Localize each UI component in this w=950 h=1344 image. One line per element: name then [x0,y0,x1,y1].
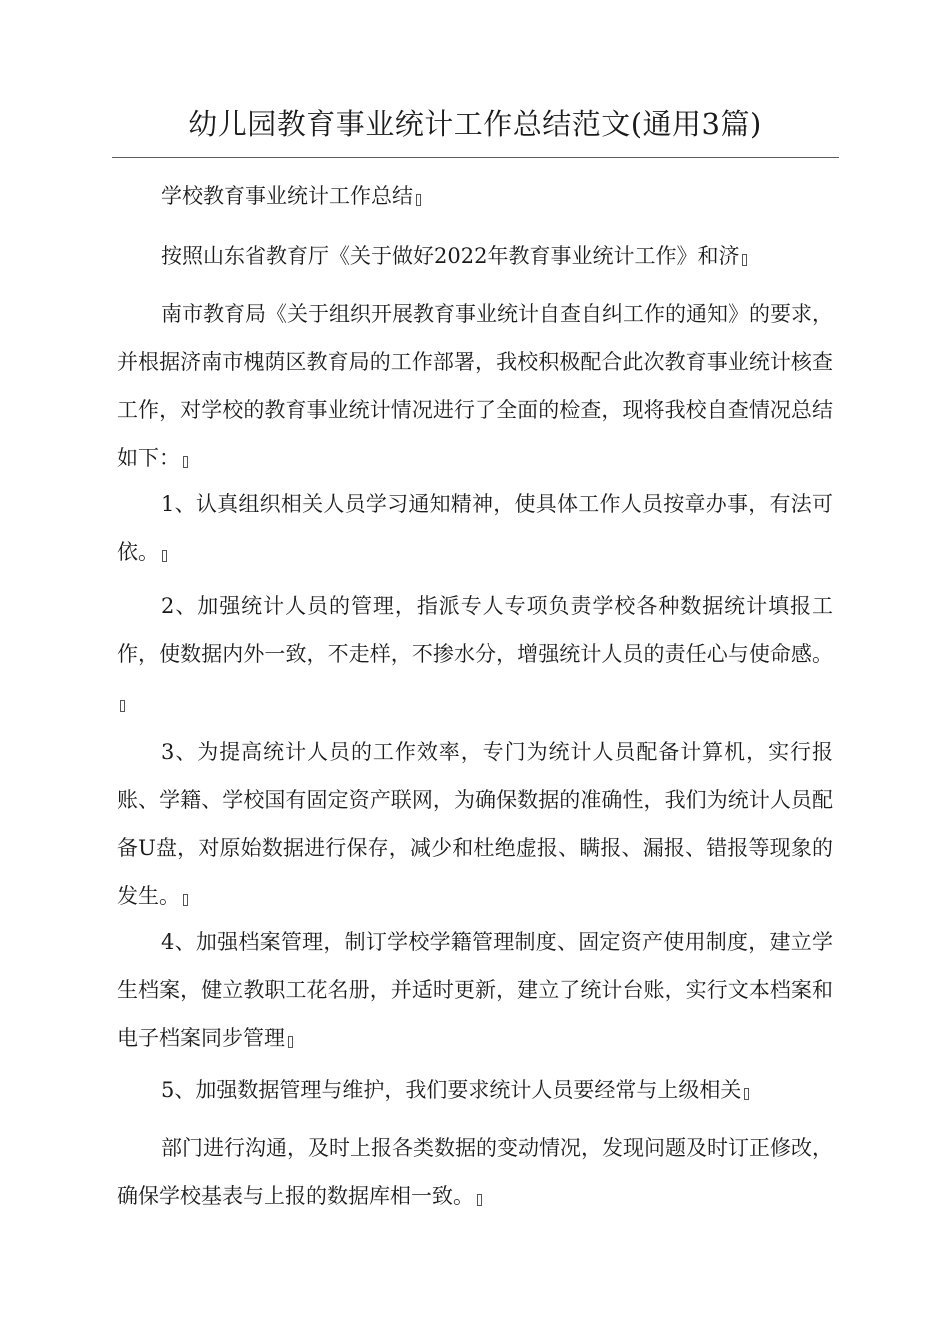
document-title: 幼儿园教育事业统计工作总结范文(通用3篇) [188,107,762,141]
paragraph-mark-icon [183,456,188,468]
paragraph-7 [117,918,833,1062]
paragraph-8-text: 5、加强数据管理与维护，我们要求统计人员要经常与上级相关 [161,1078,742,1102]
paragraph-2 [117,232,833,280]
paragraph-6 [117,728,833,920]
title-divider [112,157,839,158]
paragraph-9-text: 部门进行沟通，及时上报各类数据的变动情况，发现问题及时订正修改，确保学校基表与上报的数据库相一致。 [117,1136,833,1208]
paragraph-3-text: 南市教育局《关于组织开展教育事业统计自查自纠工作的通知》的要求，并根据济南市槐荫区教育局的工作部署，我校积极配合此次教育事业统计核查工作，对学校的教育事业统计情况进行了全面的检查，现将我校自查情况总结如下： [117,302,833,470]
paragraph-5-text: 2、加强统计人员的管理，指派专人专项负责学校各种数据统计填报工作，使数据内外一致，不走样，不掺水分，增强统计人员的责任心与使命感。 [117,594,833,666]
paragraph-8 [117,1066,833,1114]
paragraph-mark-icon [288,1036,293,1048]
paragraph-mark-icon [416,194,421,206]
paragraph-mark-icon [183,894,188,906]
paragraph-6-text: 3、为提高统计人员的工作效率，专门为统计人员配备计算机，实行报账、学籍、学校国有固定资产联网，为确保数据的准确性，我们为统计人员配备U盘，对原始数据进行保存，减少和杜绝虚报、瞒报、漏报、错报等现象的发生。 [117,740,833,908]
paragraph-mark-icon [120,700,125,712]
paragraph-1 [117,172,833,220]
paragraph-mark-icon [162,550,167,562]
paragraph-mark-icon [744,1088,749,1100]
paragraph-2-text: 按照山东省教育厅《关于做好2022年教育事业统计工作》和济 [161,244,740,268]
paragraph-4-text: 1、认真组织相关人员学习通知精神，使具体工作人员按章办事，有法可依。 [117,492,833,564]
paragraph-1-text: 学校教育事业统计工作总结 [161,184,413,208]
paragraph-7-text: 4、加强档案管理，制订学校学籍管理制度、固定资产使用制度，建立学生档案，健立教职工花名册，并适时更新，建立了统计台账，实行文本档案和电子档案同步管理 [117,930,833,1050]
paragraph-5 [117,582,833,726]
paragraph-mark-icon [742,254,747,266]
paragraph-mark-icon [477,1194,482,1206]
paragraph-9 [117,1124,833,1220]
paragraph-4 [117,480,833,576]
paragraph-3 [117,290,833,482]
